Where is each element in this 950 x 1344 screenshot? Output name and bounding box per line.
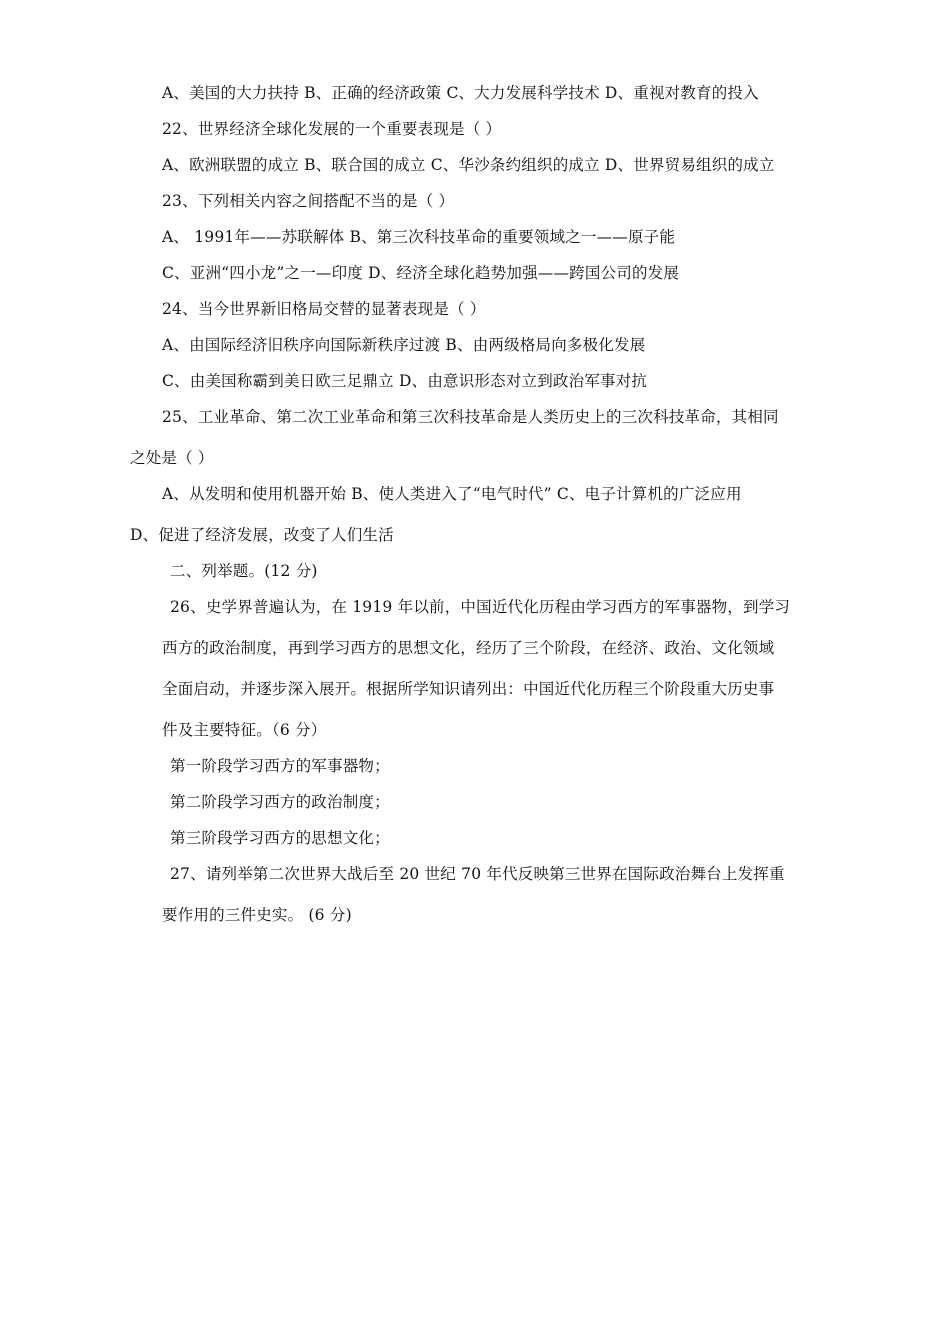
q22-options: A、欧洲联盟的成立 B、联合国的成立 C、华沙条约组织的成立 D、世界贸易组织的成立 xyxy=(162,156,775,174)
q24-stem: 24、当今世界新旧格局交替的显著表现是（ ） xyxy=(162,300,486,318)
q26-line3: 全面启动，并逐步深入展开。根据所学知识请列出：中国近代化历程三个阶段重大历史事 xyxy=(162,680,775,698)
q26-stage2: 第二阶段学习西方的政治制度； xyxy=(170,793,390,811)
q25-options-line2: D、促进了经济发展，改变了人们生活 xyxy=(130,526,394,544)
q24-options-line2: C、由美国称霸到美日欧三足鼎立 D、由意识形态对立到政治军事对抗 xyxy=(162,372,648,390)
q26-line4: 件及主要特征。（6 分） xyxy=(162,721,327,739)
q25-stem-line2: 之处是（ ） xyxy=(130,449,214,467)
q22-stem: 22、世界经济全球化发展的一个重要表现是（ ） xyxy=(162,120,502,138)
q23-options-line2: C、亚洲“四小龙”之一—印度 D、经济全球化趋势加强——跨国公司的发展 xyxy=(162,264,680,282)
q21-options: A、美国的大力扶持 B、正确的经济政策 C、大力发展科学技术 D、重视对教育的投入 xyxy=(162,84,759,102)
q24-options-line1: A、由国际经济旧秩序向国际新秩序过渡 B、由两级格局向多极化发展 xyxy=(162,336,646,354)
section2-heading: 二、列举题。(12 分) xyxy=(170,562,318,580)
q25-stem-line1: 25、工业革命、第二次工业革命和第三次科技革命是人类历史上的三次科技革命，其相同 xyxy=(162,408,779,426)
q23-options-line1: A、 1991年——苏联解体 B、第三次科技革命的重要领域之一——原子能 xyxy=(162,228,676,246)
q26-stage1: 第一阶段学习西方的军事器物； xyxy=(170,757,390,775)
q23-stem: 23、下列相关内容之间搭配不当的是（ ） xyxy=(162,192,455,210)
q26-line2: 西方的政治制度，再到学习西方的思想文化，经历了三个阶段，在经济、政治、文化领域 xyxy=(162,639,775,657)
q26-stage3: 第三阶段学习西方的思想文化； xyxy=(170,829,390,847)
q27-line2: 要作用的三件史实。 (6 分) xyxy=(162,906,352,924)
q25-options-line1: A、从发明和使用机器开始 B、使人类进入了“电气时代” C、电子计算机的广泛应用 xyxy=(162,485,742,503)
q27-line1: 27、请列举第二次世界大战后至 20 世纪 70 年代反映第三世界在国际政治舞台上发挥重 xyxy=(170,865,785,883)
q26-line1: 26、史学界普遍认为，在 1919 年以前，中国近代化历程由学习西方的军事器物，到学习 xyxy=(170,598,791,616)
